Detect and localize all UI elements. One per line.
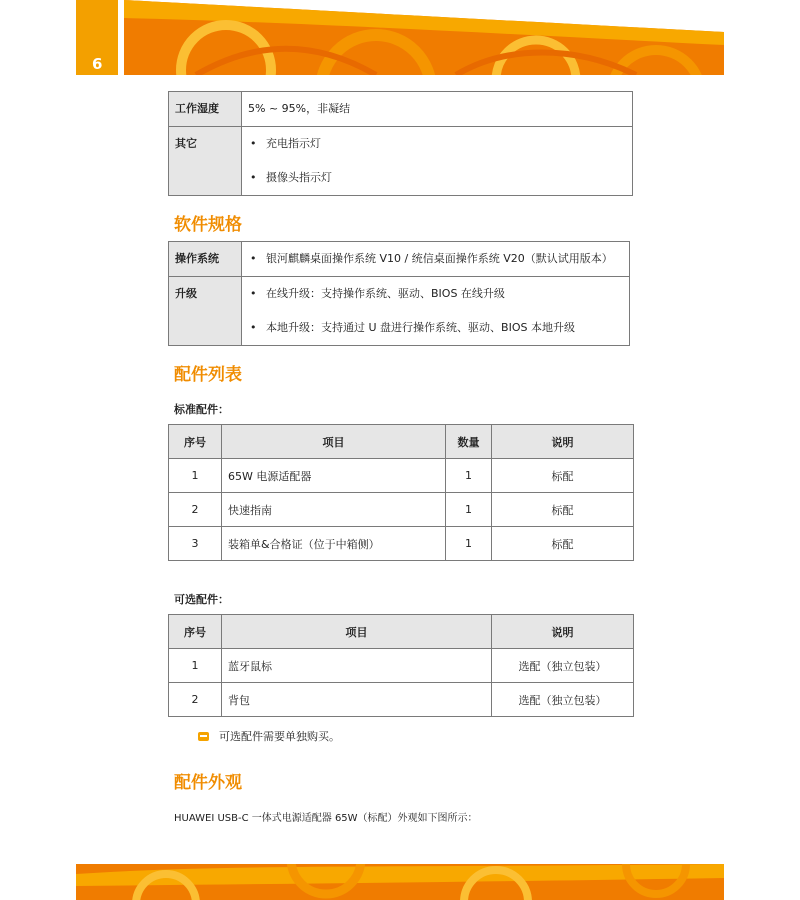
- table-cell: 3: [169, 527, 222, 561]
- table-cell: 背包: [222, 683, 492, 717]
- hardware-spec-table: [168, 91, 633, 196]
- spec-key: 升级: [169, 277, 242, 346]
- table-cell: 1: [446, 527, 492, 561]
- list-item: • 本地升级：支持通过 U 盘进行操作系统、驱动、BIOS 本地升级: [248, 311, 623, 345]
- standard-accessories-table: [168, 424, 634, 561]
- column-header: 序号: [169, 425, 222, 459]
- table-row: [169, 527, 634, 561]
- optional-accessories-label: 可选配件：: [174, 593, 229, 606]
- list-item: • 充电指示灯: [248, 127, 626, 161]
- column-header: 说明: [492, 425, 634, 459]
- table-row: [169, 242, 630, 277]
- table-cell: 1: [446, 493, 492, 527]
- section-title-appearance: 配件外观: [174, 773, 242, 793]
- accessory-note: [198, 728, 340, 744]
- list-item: • 银河麒麟桌面操作系统 V10 / 统信桌面操作系统 V20（默认试用版本）: [248, 242, 623, 276]
- page-number-tab: [76, 0, 118, 75]
- table-cell: 2: [169, 493, 222, 527]
- table-cell: 快速指南: [222, 493, 446, 527]
- table-cell: 选配（独立包装）: [492, 649, 634, 683]
- column-header: 项目: [222, 615, 492, 649]
- table-cell: 标配: [492, 527, 634, 561]
- table-cell: 2: [169, 683, 222, 717]
- footer-banner: [76, 864, 724, 900]
- note-text: 可选配件需要单独购买。: [219, 730, 340, 743]
- optional-accessories-table: [168, 614, 634, 717]
- table-row: [169, 277, 630, 346]
- spec-value: [242, 277, 630, 346]
- table-row: [169, 459, 634, 493]
- table-row: [169, 493, 634, 527]
- table-row: [169, 649, 634, 683]
- table-cell: 装箱单&合格证（位于中箱侧）: [222, 527, 446, 561]
- list-item: • 在线升级：支持操作系统、驱动、BIOS 在线升级: [248, 277, 623, 311]
- table-cell: 标配: [492, 459, 634, 493]
- table-row: [169, 127, 633, 196]
- note-icon: [198, 732, 209, 741]
- table-cell: 蓝牙鼠标: [222, 649, 492, 683]
- column-header: 说明: [492, 615, 634, 649]
- column-header: 序号: [169, 615, 222, 649]
- table-cell: 1: [446, 459, 492, 493]
- table-cell: 1: [169, 649, 222, 683]
- standard-accessories-label: 标准配件：: [174, 403, 229, 416]
- column-header: 项目: [222, 425, 446, 459]
- appearance-description: HUAWEI USB-C 一体式电源适配器 65W（标配）外观如下图所示：: [174, 813, 478, 824]
- table-header-row: [169, 425, 634, 459]
- spec-key: 工作湿度: [169, 92, 242, 127]
- list-item: • 摄像头指示灯: [248, 161, 626, 195]
- table-header-row: [169, 615, 634, 649]
- spec-value: [242, 242, 630, 277]
- table-cell: 选配（独立包装）: [492, 683, 634, 717]
- spec-value: 5% ~ 95%，非凝结: [242, 92, 633, 127]
- section-title-accessories: 配件列表: [174, 365, 242, 385]
- table-row: [169, 92, 633, 127]
- orange-swirl-decoration: [76, 864, 724, 900]
- table-cell: 65W 电源适配器: [222, 459, 446, 493]
- orange-swirl-decoration: [76, 0, 724, 75]
- spec-key: 操作系统: [169, 242, 242, 277]
- table-cell: 标配: [492, 493, 634, 527]
- section-title-software: 软件规格: [174, 215, 242, 235]
- page-number: 6: [92, 55, 103, 73]
- spec-key: 其它: [169, 127, 242, 196]
- table-cell: 1: [169, 459, 222, 493]
- spec-value: [242, 127, 633, 196]
- column-header: 数量: [446, 425, 492, 459]
- header-banner: [76, 0, 724, 75]
- software-spec-table: [168, 241, 630, 346]
- table-row: [169, 683, 634, 717]
